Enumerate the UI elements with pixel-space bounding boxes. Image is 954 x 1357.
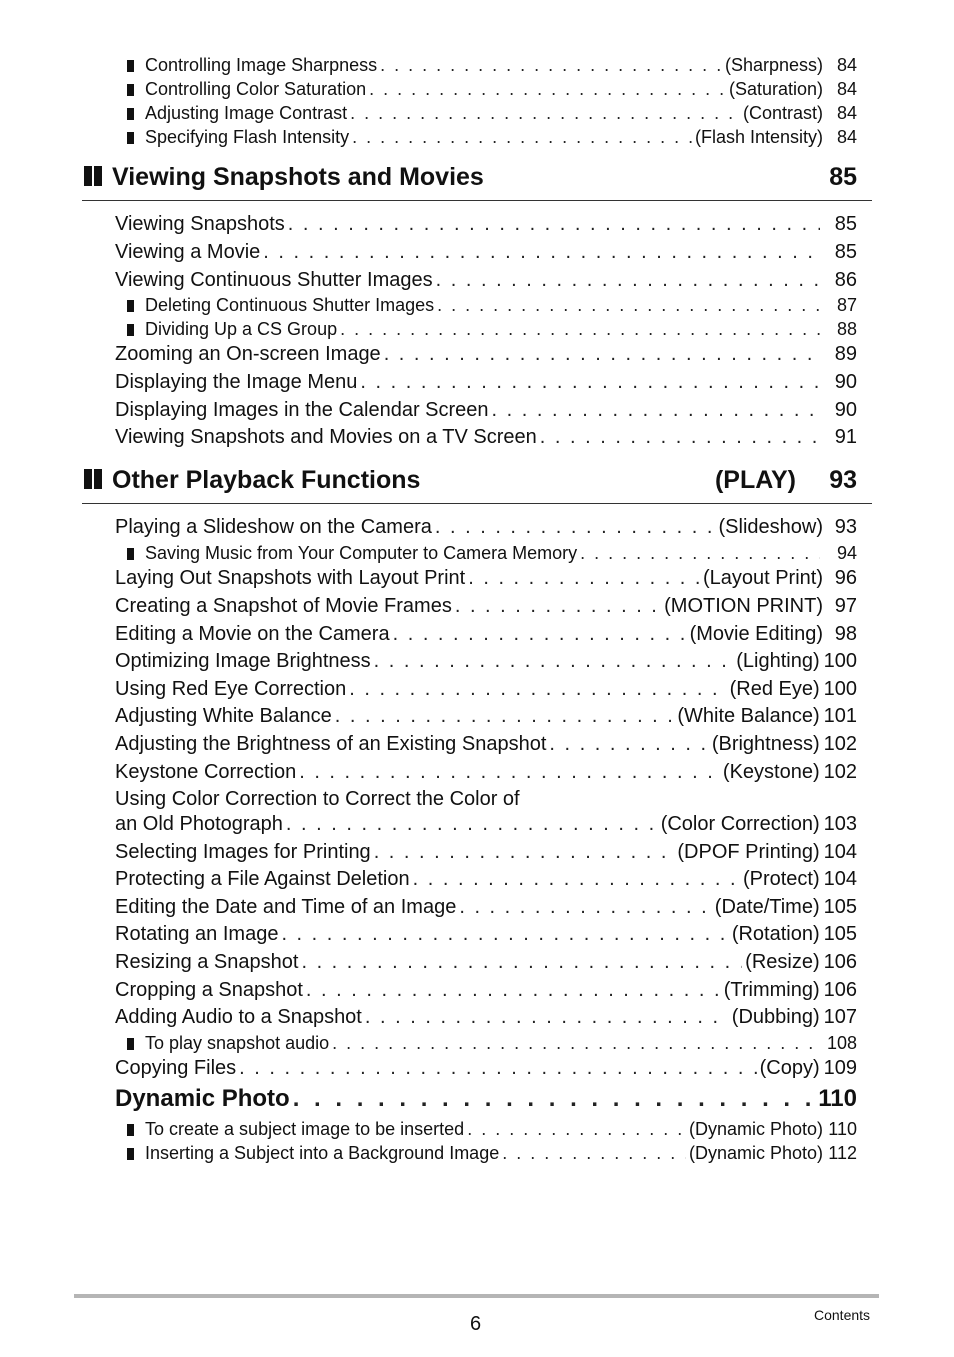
toc-entry[interactable] (115, 677, 857, 701)
leader-dots (436, 268, 820, 292)
entry-page: 100 (823, 678, 857, 700)
entry-page: 109 (823, 1057, 857, 1079)
toc-subentry[interactable] (127, 1142, 857, 1164)
leader-dots (455, 594, 661, 618)
leader-dots (332, 1032, 820, 1054)
leader-dots (467, 1118, 686, 1140)
leader-dots (380, 54, 722, 76)
toc-entry[interactable] (115, 732, 857, 756)
toc-entry[interactable] (115, 212, 857, 236)
leader-dots (459, 895, 711, 919)
entry-page: 86 (834, 269, 857, 291)
bullet-icon (127, 300, 134, 312)
leader-dots (369, 78, 726, 100)
toc-subentry[interactable] (127, 102, 857, 124)
leader-dots (352, 126, 692, 148)
bullet-icon (127, 1038, 134, 1050)
entry-tag: (Sharpness) (724, 55, 823, 75)
entry-title: Viewing Snapshots (115, 213, 285, 235)
entry-title: Creating a Snapshot of Movie Frames (115, 595, 452, 617)
entry-title: Laying Out Snapshots with Layout Print (115, 567, 466, 589)
entry-tag: (Dynamic Photo) (688, 1143, 823, 1163)
toc-subentry[interactable] (127, 1118, 857, 1140)
toc-entry[interactable] (115, 760, 857, 784)
entry-page: 100 (823, 650, 857, 672)
entry-page: 87 (836, 295, 857, 315)
toc-entry[interactable] (115, 342, 857, 366)
toc-subentry[interactable] (127, 126, 857, 148)
entry-tag: (White Balance) (677, 705, 820, 727)
bullet-icon (127, 132, 134, 144)
leader-dots (263, 240, 820, 264)
entry-title: Selecting Images for Printing (115, 841, 371, 863)
entry-page: 96 (834, 567, 857, 589)
entry-title: Displaying the Image Menu (115, 371, 358, 393)
toc-subentry[interactable] (127, 542, 857, 564)
entry-title: Saving Music from Your Computer to Camera Memory (145, 543, 578, 563)
toc-entry[interactable] (115, 370, 857, 394)
entry-title: Dynamic Photo (115, 1085, 290, 1112)
leader-dots (281, 922, 728, 946)
entry-title: Resizing a Snapshot (115, 951, 299, 973)
toc-entry[interactable] (115, 268, 857, 292)
footer-divider (74, 1294, 879, 1298)
section-marker-icon (82, 469, 104, 489)
section-title: Viewing Snapshots and Movies (112, 163, 484, 191)
entry-tag: (Resize) (745, 951, 820, 973)
leader-dots (502, 1142, 686, 1164)
toc-entry[interactable] (115, 1056, 857, 1080)
entry-title: Copying Files (115, 1057, 237, 1079)
entry-page: 93 (834, 516, 857, 538)
section-heading-viewing[interactable] (82, 162, 872, 201)
leader-dots (393, 622, 687, 646)
entry-title: Viewing a Movie (115, 241, 261, 263)
entry-page: 89 (834, 343, 857, 365)
entry-title: To play snapshot audio (145, 1033, 330, 1053)
entry-title: Viewing Continuous Shutter Images (115, 269, 433, 291)
leader-dots (350, 102, 740, 124)
entry-title: Controlling Color Saturation (145, 79, 367, 99)
leader-dots (374, 649, 734, 673)
entry-title: Editing the Date and Time of an Image (115, 896, 457, 918)
entry-page: 107 (823, 1006, 857, 1028)
section-marker-icon (82, 166, 104, 186)
entry-page: 106 (823, 951, 857, 973)
toc-entry[interactable] (115, 566, 857, 590)
section-heading-playback[interactable] (82, 465, 872, 504)
leader-dots (299, 760, 720, 784)
entry-title: Adjusting Image Contrast (145, 103, 348, 123)
entry-title: Viewing Snapshots and Movies on a TV Screen (115, 426, 537, 448)
entry-title: Deleting Continuous Shutter Images (145, 295, 435, 315)
entry-tag: (Saturation) (728, 79, 823, 99)
entry-page: 90 (834, 399, 857, 421)
section-title: Other Playback Functions (112, 466, 421, 494)
toc-subentry[interactable] (127, 54, 857, 76)
entry-tag: (Red Eye) (729, 678, 820, 700)
entry-tag: (Keystone) (722, 761, 820, 783)
leader-dots (540, 425, 820, 449)
leader-dots (293, 1085, 812, 1113)
leader-dots (340, 318, 820, 340)
entry-page: 110 (828, 1119, 857, 1139)
entry-page: 104 (823, 841, 857, 863)
entry-title: Inserting a Subject into a Background Image (145, 1143, 500, 1163)
toc-subentry[interactable] (127, 294, 857, 316)
toc-entry[interactable] (115, 398, 857, 422)
entry-page: 105 (823, 923, 857, 945)
toc-entry[interactable] (115, 867, 857, 891)
leader-dots (349, 677, 726, 701)
bullet-icon (127, 60, 134, 72)
page-number: 6 (470, 1313, 482, 1335)
entry-tag: (Date/Time) (714, 896, 820, 918)
entry-title: Playing a Slideshow on the Camera (115, 516, 432, 538)
toc-entry[interactable] (115, 922, 857, 946)
entry-title: Displaying Images in the Calendar Screen (115, 399, 489, 421)
entry-title: Keystone Correction (115, 761, 297, 783)
bullet-icon (127, 1148, 134, 1160)
entry-tag: (DPOF Printing) (677, 841, 820, 863)
entry-tag: (Layout Print) (702, 567, 823, 589)
toc-entry[interactable] (115, 515, 857, 539)
entry-tag: (Copy) (759, 1057, 820, 1079)
entry-title-continuation: an Old Photograph (115, 813, 283, 835)
entry-page: 102 (823, 761, 857, 783)
entry-page: 85 (834, 213, 857, 235)
leader-dots (549, 732, 708, 756)
entry-title: Specifying Flash Intensity (145, 127, 350, 147)
toc-entry[interactable] (115, 812, 857, 836)
entry-title: Cropping a Snapshot (115, 979, 303, 1001)
toc-entry[interactable] (115, 1005, 857, 1029)
leader-dots (468, 566, 700, 590)
toc-entry[interactable] (115, 649, 857, 673)
leader-dots (239, 1056, 756, 1080)
section-page: 93 (829, 466, 857, 494)
entry-page: 106 (823, 979, 857, 1001)
entry-tag: (MOTION PRINT) (664, 595, 823, 617)
section-page: 85 (829, 163, 857, 191)
bullet-icon (127, 1124, 134, 1136)
entry-page: 84 (836, 103, 857, 123)
toc-entry[interactable] (115, 622, 857, 646)
entry-title: To create a subject image to be inserted (145, 1119, 465, 1139)
footer-contents-link[interactable]: Contents (814, 1307, 871, 1323)
leader-dots (335, 704, 675, 728)
leader-dots (288, 212, 820, 236)
entry-page: 97 (834, 595, 857, 617)
entry-page: 84 (836, 79, 857, 99)
section-tag: (PLAY) (714, 466, 796, 494)
entry-tag: (Slideshow) (718, 516, 823, 538)
toc-entry[interactable] (115, 978, 857, 1002)
leader-dots (360, 370, 820, 394)
bullet-icon (127, 108, 134, 120)
entry-tag: (Movie Editing) (689, 623, 823, 645)
leader-dots (301, 950, 742, 974)
leader-dots (286, 812, 658, 836)
entry-page: 88 (836, 319, 857, 339)
bullet-icon (127, 548, 134, 560)
entry-title: Controlling Image Sharpness (145, 55, 378, 75)
toc-subentry[interactable] (127, 78, 857, 100)
entry-page: 101 (823, 705, 857, 727)
entry-tag: (Trimming) (723, 979, 820, 1001)
entry-tag: (Lighting) (736, 650, 820, 672)
entry-title-line1[interactable]: Using Color Correction to Correct the Color of (115, 788, 520, 810)
leader-dots (492, 398, 820, 422)
toc-entry[interactable] (115, 840, 857, 864)
toc-subentry[interactable] (127, 318, 857, 340)
entry-tag: (Color Correction) (660, 813, 820, 835)
entry-page: 104 (823, 868, 857, 890)
toc-entry[interactable] (115, 950, 857, 974)
leader-dots (365, 1005, 729, 1029)
entry-tag: (Dynamic Photo) (688, 1119, 823, 1139)
entry-page: 105 (823, 896, 857, 918)
entry-page: 102 (823, 733, 857, 755)
entry-page: 103 (823, 813, 857, 835)
bullet-icon (127, 324, 134, 336)
leader-dots (374, 840, 675, 864)
bullet-icon (127, 84, 134, 96)
entry-page: 94 (836, 543, 857, 563)
entry-tag: (Flash Intensity) (694, 127, 823, 147)
entry-title: Editing a Movie on the Camera (115, 623, 390, 645)
entry-title: Adjusting White Balance (115, 705, 332, 727)
entry-title: Adjusting the Brightness of an Existing Snapshot (115, 733, 547, 755)
leader-dots (580, 542, 820, 564)
entry-title: Dividing Up a CS Group (145, 319, 338, 339)
entry-tag: (Brightness) (711, 733, 820, 755)
leader-dots (437, 294, 820, 316)
entry-page: 90 (834, 371, 857, 393)
leader-dots (384, 342, 820, 366)
toc-entry[interactable] (115, 895, 857, 919)
entry-page: 84 (836, 127, 857, 147)
toc-entry-dynamic-photo[interactable] (115, 1085, 857, 1113)
entry-page: 84 (836, 55, 857, 75)
entry-title: Protecting a File Against Deletion (115, 868, 410, 890)
toc-subentry[interactable] (127, 1032, 857, 1054)
toc-entry[interactable] (115, 704, 857, 728)
entry-page: 85 (834, 241, 857, 263)
entry-page: 112 (828, 1143, 857, 1163)
entry-tag: (Rotation) (731, 923, 820, 945)
leader-dots (413, 867, 740, 891)
entry-tag: (Protect) (742, 868, 820, 890)
leader-dots (306, 978, 721, 1002)
toc-entry[interactable] (115, 594, 857, 618)
entry-title: Optimizing Image Brightness (115, 650, 371, 672)
entry-title: Rotating an Image (115, 923, 279, 945)
toc-entry[interactable] (115, 240, 857, 264)
entry-page: 91 (834, 426, 857, 448)
entry-title: Adding Audio to a Snapshot (115, 1006, 362, 1028)
entry-tag: (Dubbing) (731, 1006, 820, 1028)
entry-tag: (Contrast) (742, 103, 823, 123)
toc-entry[interactable] (115, 425, 857, 449)
leader-dots (435, 515, 716, 539)
entry-page: 98 (834, 623, 857, 645)
entry-page: 108 (826, 1033, 857, 1053)
entry-title: Zooming an On-screen Image (115, 343, 381, 365)
entry-page: 110 (818, 1085, 857, 1112)
entry-title: Using Red Eye Correction (115, 678, 347, 700)
